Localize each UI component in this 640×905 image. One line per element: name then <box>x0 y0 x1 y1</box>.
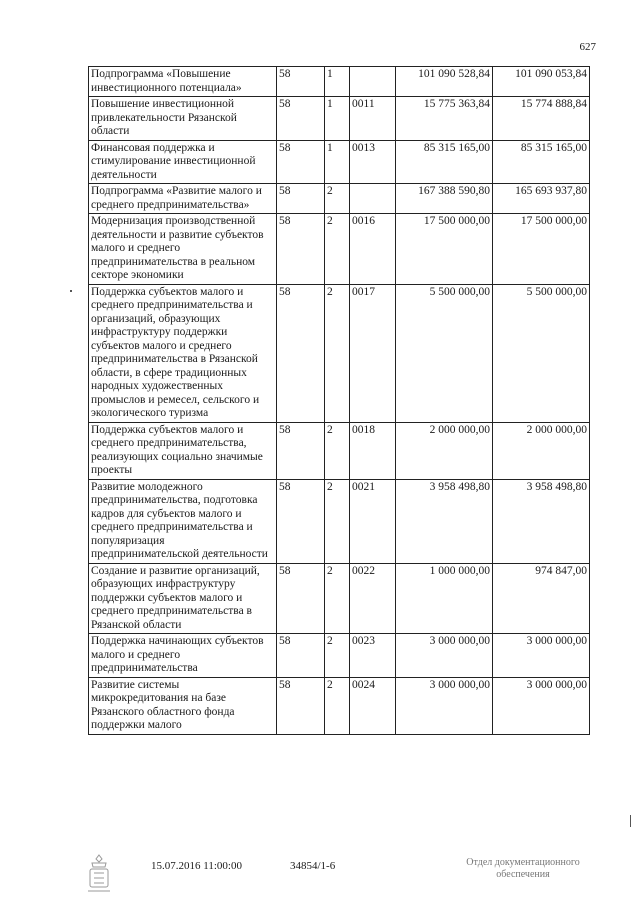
row-code-cell: 58 <box>277 214 325 285</box>
row-amount-actual-cell: 2 000 000,00 <box>493 422 590 479</box>
row-subprogram-cell: 2 <box>325 677 350 734</box>
row-section-cell: 0011 <box>350 97 396 141</box>
row-amount-actual-cell: 974 847,00 <box>493 563 590 634</box>
row-amount-approved-cell: 5 500 000,00 <box>396 284 493 422</box>
row-amount-approved-cell: 101 090 528,84 <box>396 67 493 97</box>
coat-of-arms-icon <box>84 853 114 895</box>
row-subprogram-cell: 2 <box>325 214 350 285</box>
row-code-cell: 58 <box>277 634 325 678</box>
row-section-cell: 0017 <box>350 284 396 422</box>
row-amount-approved-cell: 1 000 000,00 <box>396 563 493 634</box>
row-name-cell: Создание и развитие организаций, образующих инфраструктуру поддержки субъектов малого и среднего предпринимательства в Рязанской области <box>89 563 277 634</box>
row-subprogram-cell: 2 <box>325 634 350 678</box>
table-row <box>89 284 590 422</box>
budget-table-body <box>89 67 590 735</box>
row-section-cell: 0013 <box>350 140 396 184</box>
table-row <box>89 140 590 184</box>
row-subprogram-cell: 1 <box>325 67 350 97</box>
table-row <box>89 479 590 563</box>
row-subprogram-cell: 2 <box>325 184 350 214</box>
row-code-cell: 58 <box>277 184 325 214</box>
row-section-cell: 0018 <box>350 422 396 479</box>
row-name-cell: Поддержка субъектов малого и среднего предпринимательства, реализующих социально значимые проекты <box>89 422 277 479</box>
row-subprogram-cell: 2 <box>325 422 350 479</box>
row-section-cell: 0021 <box>350 479 396 563</box>
row-subprogram-cell: 1 <box>325 97 350 141</box>
row-code-cell: 58 <box>277 677 325 734</box>
row-amount-actual-cell: 15 774 888,84 <box>493 97 590 141</box>
row-amount-approved-cell: 15 775 363,84 <box>396 97 493 141</box>
row-amount-approved-cell: 2 000 000,00 <box>396 422 493 479</box>
row-section-cell: 0023 <box>350 634 396 678</box>
footer-doc-number: 34854/1-6 <box>290 860 336 872</box>
table-row <box>89 184 590 214</box>
row-code-cell: 58 <box>277 422 325 479</box>
row-section-cell <box>350 67 396 97</box>
page-number: 627 <box>579 41 596 53</box>
row-code-cell: 58 <box>277 97 325 141</box>
row-code-cell: 58 <box>277 479 325 563</box>
row-amount-actual-cell: 17 500 000,00 <box>493 214 590 285</box>
footer-datetime: 15.07.2016 11:00:00 <box>151 860 242 872</box>
budget-table <box>88 66 590 735</box>
row-amount-approved-cell: 3 958 498,80 <box>396 479 493 563</box>
table-row <box>89 634 590 678</box>
footer-department-line2: обеспечения <box>496 869 550 880</box>
row-section-cell: 0024 <box>350 677 396 734</box>
row-amount-actual-cell: 101 090 053,84 <box>493 67 590 97</box>
row-name-cell: Развитие молодежного предпринимательства, подготовка кадров для субъектов малого и среднего предпринимательства и популяризация предпринимательской деятельности <box>89 479 277 563</box>
row-subprogram-cell: 2 <box>325 284 350 422</box>
row-subprogram-cell: 2 <box>325 563 350 634</box>
margin-mark <box>70 290 72 292</box>
table-row <box>89 214 590 285</box>
table-row <box>89 67 590 97</box>
row-amount-approved-cell: 3 000 000,00 <box>396 677 493 734</box>
row-amount-actual-cell: 3 000 000,00 <box>493 634 590 678</box>
row-amount-approved-cell: 167 388 590,80 <box>396 184 493 214</box>
row-amount-actual-cell: 165 693 937,80 <box>493 184 590 214</box>
row-amount-actual-cell: 3 958 498,80 <box>493 479 590 563</box>
row-name-cell: Подпрограмма «Развитие малого и среднего предпринимательства» <box>89 184 277 214</box>
row-name-cell: Развитие системы микрокредитования на базе Рязанского областного фонда поддержки малого <box>89 677 277 734</box>
row-subprogram-cell: 2 <box>325 479 350 563</box>
row-code-cell: 58 <box>277 67 325 97</box>
table-row <box>89 422 590 479</box>
table-row <box>89 97 590 141</box>
row-subprogram-cell: 1 <box>325 140 350 184</box>
row-name-cell: Поддержка начинающих субъектов малого и среднего предпринимательства <box>89 634 277 678</box>
row-section-cell: 0016 <box>350 214 396 285</box>
row-code-cell: 58 <box>277 563 325 634</box>
row-name-cell: Модернизация производственной деятельности и развитие субъектов малого и среднего предпринимательства в реальном секторе экономики <box>89 214 277 285</box>
row-amount-approved-cell: 85 315 165,00 <box>396 140 493 184</box>
row-section-cell <box>350 184 396 214</box>
row-amount-approved-cell: 17 500 000,00 <box>396 214 493 285</box>
row-amount-actual-cell: 3 000 000,00 <box>493 677 590 734</box>
row-amount-approved-cell: 3 000 000,00 <box>396 634 493 678</box>
margin-mark <box>630 815 631 827</box>
table-row <box>89 677 590 734</box>
table-row <box>89 563 590 634</box>
row-amount-actual-cell: 85 315 165,00 <box>493 140 590 184</box>
row-name-cell: Подпрограмма «Повышение инвестиционного потенциала» <box>89 67 277 97</box>
row-name-cell: Финансовая поддержка и стимулирование инвестиционной деятельности <box>89 140 277 184</box>
row-name-cell: Повышение инвестиционной привлекательности Рязанской области <box>89 97 277 141</box>
footer-department <box>448 857 598 881</box>
row-name-cell: Поддержка субъектов малого и среднего предпринимательства и организаций, образующих инфраструктуру поддержки субъектов малого и среднего предпринимательства в Рязанской области, в сфере традиционных народных художественных промыслов и ремесел, сельского и экологического туризма <box>89 284 277 422</box>
row-section-cell: 0022 <box>350 563 396 634</box>
footer-department-line1: Отдел документационного <box>466 857 580 868</box>
row-code-cell: 58 <box>277 140 325 184</box>
row-code-cell: 58 <box>277 284 325 422</box>
row-amount-actual-cell: 5 500 000,00 <box>493 284 590 422</box>
